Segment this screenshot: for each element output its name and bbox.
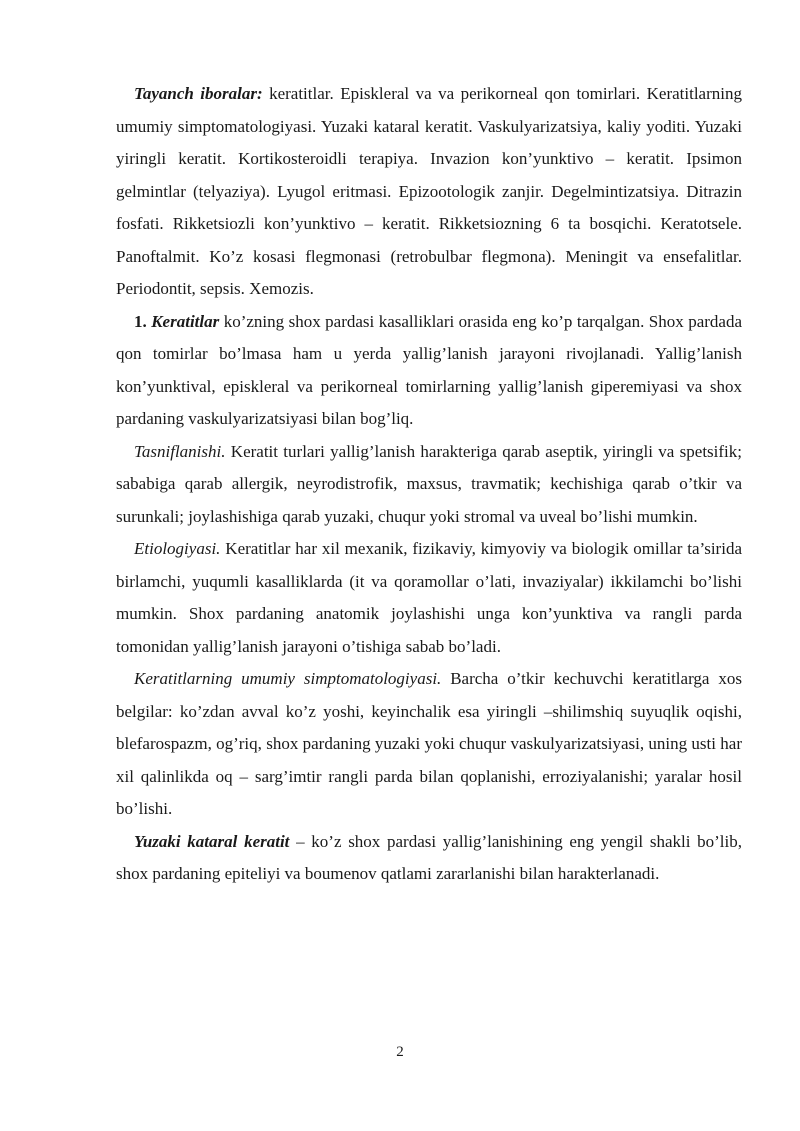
symptomatology-text: Barcha o’tkir kechuvchi keratitlarga xos belgilar: ko’zdan avval ko’z yoshi, keyinchalik esa yiringli –shilimshiq suyuqlik oqishi, blefarospazm, og’riq, shox pardaning yuzaki yoki chuqur vaskulyarizatsiyasi, uning usti har xil qalinlikda oq – sarg’imtir rangli parda bilan qoplanishi, erroziyalanishi; yaralar hosil bo’lishi. — [116, 669, 742, 818]
catarrhal-keratitis-heading: Yuzaki kataral keratit — [134, 831, 290, 851]
keratitis-paragraph — [116, 306, 742, 436]
keywords-text: keratitlar. Episkleral va va perikorneal qon tomirlari. Keratitlarning umumiy simptomatologiyasi. Yuzaki kataral keratit. Vaskulyarizatsiya, kaliy yoditi. Yuzaki yiringli keratit. Kortikosteroidli terapiya. Invazion kon’yunktivo – keratit. Ipsimon gelmintlar (telyaziya). Lyugol eritmasi. Epizootologik zanjir. Degelmintizatsiya. Ditrazin fosfati. Rikketsiozli kon’yunktivo – keratit. Rikketsiozning 6 ta bosqichi. Keratotsele. Panoftalmit. Ko’z kosasi flegmonasi (retrobulbar flegmona). Meningit va ensefalitlar. Periodontit, sepsis. Xemozis. — [116, 84, 742, 298]
symptomatology-heading: Keratitlarning umumiy simptomatologiyasi. — [134, 669, 442, 688]
page-number: 2 — [396, 1044, 404, 1060]
catarrhal-keratitis-text: – ko’z shox pardasi yallig’lanishining eng yengil shakli bo’lib, shox pardaning epiteliyi va boumenov qatlami zararlanishi bilan harakterlanadi. — [116, 831, 742, 883]
section-number: 1. — [134, 311, 147, 331]
etiology-paragraph — [116, 533, 742, 663]
etiology-text: Keratitlar har xil mexanik, fizikaviy, kimyoviy va biologik omillar ta’sirida birlamchi, yuqumli kasalliklarda (it va qoramollar o’lati, invaziyalar) ikkilamchi bo’lishi mumkin. Shox pardaning anatomik joylashishi unga kon’yunktiva va rangli parda tomonidan yallig’lanish jarayoni o’tishiga sabab bo’ladi. — [116, 539, 742, 656]
classification-paragraph — [116, 436, 742, 534]
keratitis-heading: Keratitlar — [151, 311, 220, 331]
symptomatology-paragraph — [116, 663, 742, 826]
catarrhal-keratitis-paragraph — [116, 826, 742, 891]
keywords-heading: Tayanch iboralar: — [134, 84, 263, 103]
keratitis-text: ko’zning shox pardasi kasalliklari orasida eng ko’p tarqalgan. Shox pardada qon tomirlar bo’lmasa ham u yerda yallig’lanish jarayoni rivojlanadi. Yallig’lanish kon’yunktival, episkleral va perikorneal tomirlarning yallig’lanish giperemiyasi va shox pardaning vaskulyarizatsiyasi bilan bog’liq. — [116, 311, 743, 428]
classification-heading: Tasniflanishi. — [134, 441, 226, 461]
classification-text: Keratit turlari yallig’lanish harakteriga qarab aseptik, yiringli va spetsifik; sababiga qarab allergik, neyrodistrofik, maxsus, travmatik; kechishiga qarab o’tkir va surunkali; joylashishiga qarab yuzaki, chuqur yoki stromal va uveal bo’lishi mumkin. — [116, 441, 742, 526]
etiology-heading: Etiologiyasi. — [134, 539, 221, 558]
keywords-paragraph — [116, 78, 742, 306]
